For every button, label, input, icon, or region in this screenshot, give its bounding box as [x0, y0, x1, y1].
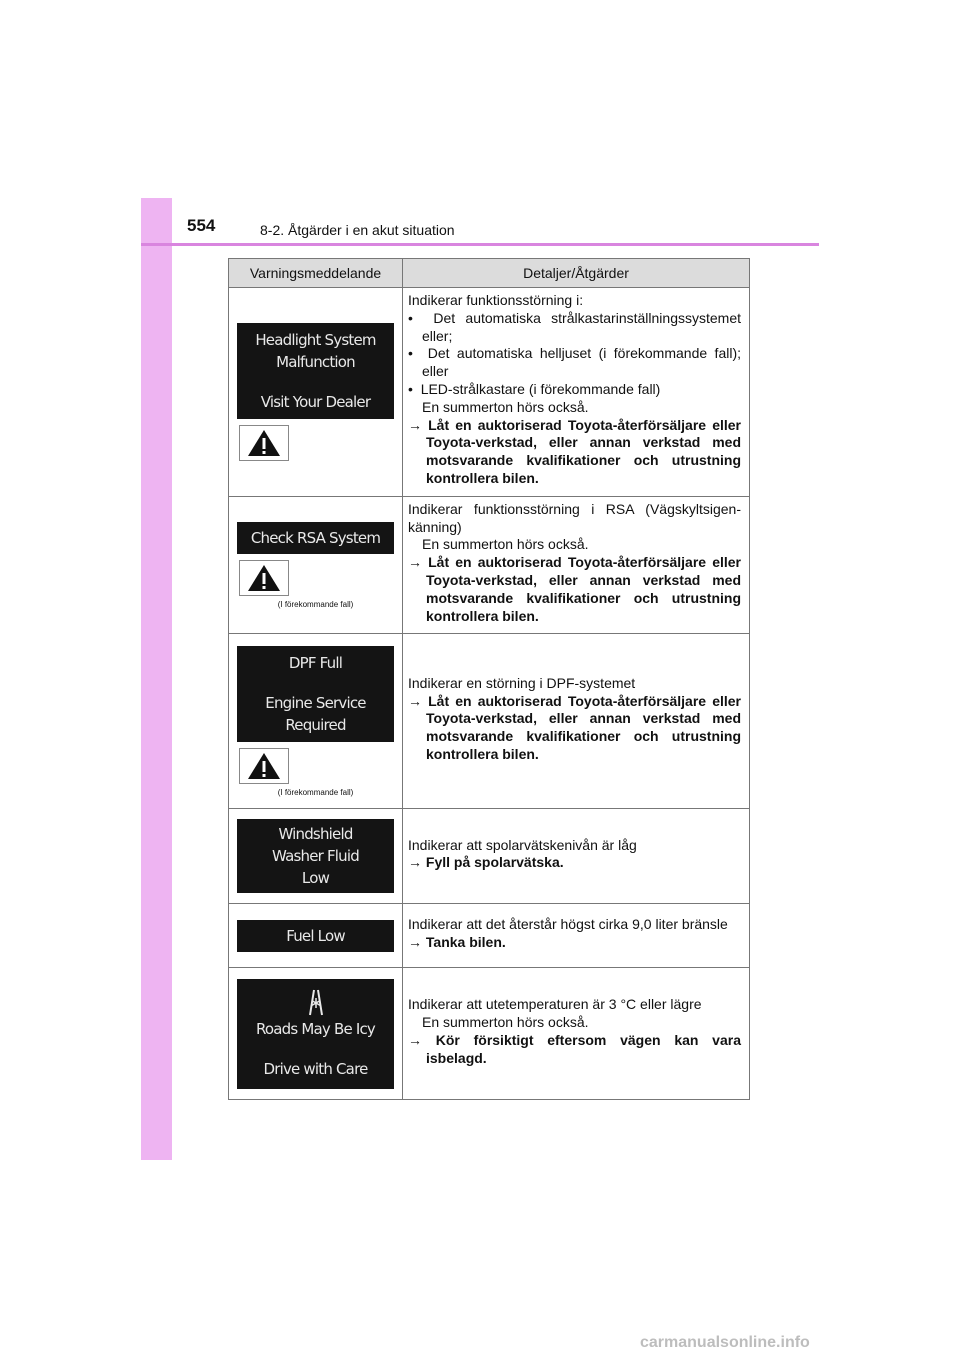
table-row — [229, 968, 750, 1100]
message-cell — [229, 904, 403, 968]
screen-line: Fuel Low — [286, 926, 345, 945]
details-cell — [403, 968, 750, 1100]
availability-note: (I förekommande fall) — [277, 787, 354, 797]
table-row — [229, 904, 750, 968]
detail-bullet: • Det automatiska strålkastarinställningssystemet eller; — [408, 309, 741, 344]
table-row — [229, 809, 750, 904]
screen-line: Check RSA System — [250, 528, 381, 547]
detail-intro: Indikerar att det återstår högst cirka 9,0 liter bränsle — [408, 916, 728, 933]
detail-action: → Fyll på spolarvätska. — [408, 854, 564, 871]
col-header-details: Detaljer/Åtgärder — [403, 259, 750, 288]
message-cell — [229, 288, 403, 497]
screen-line: Windshield — [278, 825, 353, 844]
detail-bullet: • LED-strålkastare (i förekommande fall) — [408, 380, 661, 397]
message-cell — [229, 809, 403, 904]
display-screen-rsa — [237, 522, 394, 554]
detail-intro: Indikerar en störning i DPF-systemet — [408, 674, 636, 691]
screen-line: Visit Your Dealer — [260, 392, 371, 411]
message-cell — [229, 634, 403, 809]
display-screen-washer — [237, 819, 394, 893]
detail-action: → Tanka bilen. — [408, 933, 506, 950]
details-cell — [403, 288, 750, 497]
screen-line: Low — [301, 869, 330, 888]
display-screen-dpf — [237, 646, 394, 742]
header-rule — [141, 243, 819, 246]
detail-sub: En summerton hörs också. — [422, 398, 589, 415]
details-cell — [403, 634, 750, 809]
page-number: 554 — [187, 216, 216, 235]
detail-intro: Indikerar att utetemperaturen är 3 °C eller lägre — [408, 996, 702, 1013]
detail-intro: Indikerar att spolarvätskenivån är låg — [408, 836, 637, 853]
col-header-message: Varningsmeddelande — [229, 259, 403, 288]
message-cell — [229, 496, 403, 634]
display-screen-icy — [237, 979, 394, 1089]
table-row — [229, 634, 750, 809]
details-cell — [403, 809, 750, 904]
warning-triangle-icon — [239, 425, 289, 461]
details-cell — [403, 496, 750, 634]
table-row — [229, 496, 750, 634]
screen-line: DPF Full — [288, 653, 343, 672]
screen-line: Drive with Care — [263, 1059, 368, 1078]
display-screen-fuel — [237, 920, 394, 952]
message-cell — [229, 968, 403, 1100]
details-cell — [403, 904, 750, 968]
availability-note: (I förekommande fall) — [277, 599, 354, 609]
watermark: carmanualsonline.info — [640, 1334, 810, 1351]
warning-message-table — [228, 258, 750, 1100]
screen-line: Required — [285, 715, 346, 734]
table-row — [229, 288, 750, 497]
chapter-sidebar-strip — [141, 198, 172, 1160]
section-title: 8-2. Åtgärder i en akut situation — [260, 222, 455, 238]
detail-action: → Låt en auktoriserad Toyota-återförsäljare eller Toyota-verkstad, eller annan verkstad med motsvarande kvalifikationer och utrustning kontrollera bilen. — [408, 416, 741, 486]
screen-line: Roads May Be Icy — [255, 1019, 376, 1038]
screen-line: Headlight System — [255, 330, 376, 349]
detail-intro: Indikerar funktionsstörning i: — [408, 292, 584, 308]
screen-line: Engine Service — [265, 693, 366, 712]
detail-action: → Låt en auktoriserad Toyota-återförsäljare eller Toyota-verkstad, eller annan verkstad med motsvarande kvalifikationer och utrustning kontrollera bilen. — [408, 554, 741, 624]
detail-intro: Indikerar funktionsstörning i RSA (Vägskyltsigen-känning) — [408, 500, 741, 535]
warning-triangle-icon — [239, 748, 289, 784]
detail-sub: En summerton hörs också. — [422, 536, 589, 553]
screen-line: Malfunction — [276, 352, 355, 371]
ice-road-icon — [237, 988, 394, 1018]
detail-sub: En summerton hörs också. — [422, 1014, 589, 1031]
warning-triangle-icon — [239, 560, 289, 596]
detail-bullet: • Det automatiska helljuset (i förekommande fall); eller — [408, 345, 742, 380]
detail-action: → Kör försiktigt eftersom vägen kan vara isbelagd. — [408, 1031, 741, 1066]
detail-action: → Låt en auktoriserad Toyota-återförsäljare eller Toyota-verkstad, eller annan verkstad med motsvarande kvalifikationer och utrustning kontrollera bilen. — [408, 692, 741, 763]
display-screen-headlight — [237, 323, 394, 419]
table-header-row — [229, 259, 750, 288]
screen-line: Washer Fluid — [272, 847, 359, 866]
